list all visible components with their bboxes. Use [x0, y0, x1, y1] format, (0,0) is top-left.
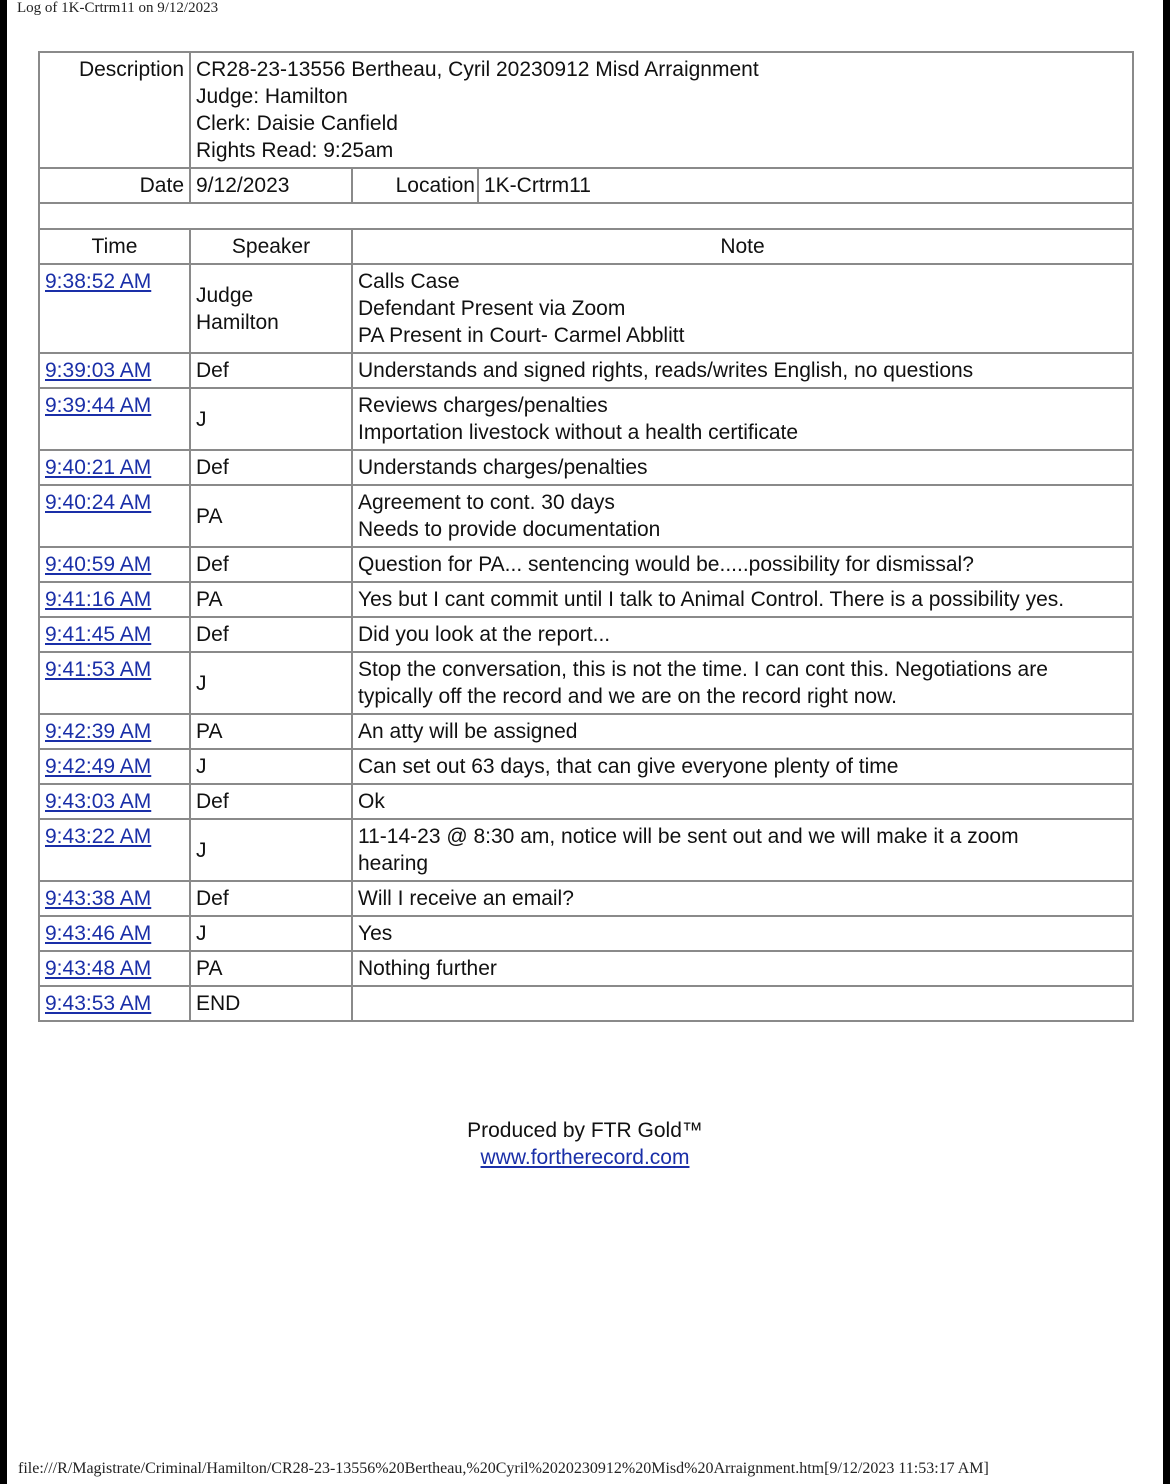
- timestamp-link[interactable]: 9:40:59 AM: [45, 553, 152, 576]
- note-column-header: Note: [352, 229, 1133, 264]
- column-header-row: [39, 229, 1133, 264]
- timestamp-link[interactable]: 9:42:39 AM: [45, 720, 152, 743]
- left-border: [0, 0, 7, 1484]
- note-line: Understands and signed rights, reads/writes English, no questions: [358, 359, 974, 382]
- note-line: Did you look at the report...: [358, 623, 611, 646]
- log-speaker-cell: [190, 485, 352, 547]
- timestamp-link[interactable]: 9:40:21 AM: [45, 456, 152, 479]
- speaker-line: Def: [196, 790, 229, 813]
- description-row: [39, 52, 1133, 168]
- log-entry-row: [39, 264, 1133, 353]
- log-note-cell: [352, 881, 1133, 916]
- note-line: Agreement to cont. 30 days: [358, 491, 615, 514]
- log-speaker-cell: [190, 353, 352, 388]
- log-speaker-cell: [190, 951, 352, 986]
- log-entry-row: [39, 749, 1133, 784]
- speaker-line: Def: [196, 887, 229, 910]
- log-entry-row: [39, 353, 1133, 388]
- log-speaker-cell: [190, 819, 352, 881]
- log-note-cell: [352, 582, 1133, 617]
- produced-by-text: Produced by FTR Gold™: [467, 1119, 703, 1142]
- timestamp-link[interactable]: 9:41:53 AM: [45, 658, 152, 681]
- log-entry-row: [39, 819, 1133, 881]
- log-speaker-cell: [190, 264, 352, 353]
- log-entry-row: [39, 388, 1133, 450]
- log-time-cell: [39, 951, 190, 986]
- timestamp-link[interactable]: 9:43:22 AM: [45, 825, 152, 848]
- description-line: Rights Read: 9:25am: [196, 139, 394, 162]
- log-time-cell: [39, 749, 190, 784]
- note-line: 11-14-23 @ 8:30 am, notice will be sent out and we will make it a zoom: [358, 825, 1019, 848]
- log-note-cell: [352, 264, 1133, 353]
- fortherecord-link[interactable]: www.fortherecord.com: [480, 1146, 690, 1169]
- log-time-cell: [39, 784, 190, 819]
- speaker-line: J: [196, 922, 207, 945]
- spacer-row: [39, 203, 1133, 229]
- speaker-line: Def: [196, 553, 229, 576]
- timestamp-link[interactable]: 9:43:03 AM: [45, 790, 152, 813]
- note-line: An atty will be assigned: [358, 720, 578, 743]
- log-entry-row: [39, 547, 1133, 582]
- location-label: Location: [352, 168, 478, 203]
- speaker-line: Def: [196, 359, 229, 382]
- speaker-line: PA: [196, 957, 223, 980]
- note-line: hearing: [358, 852, 429, 875]
- log-note-cell: [352, 986, 1133, 1021]
- speaker-line: PA: [196, 588, 223, 611]
- note-line: Stop the conversation, this is not the time. I can cont this. Negotiations are: [358, 658, 1048, 681]
- note-line: Can set out 63 days, that can give everyone plenty of time: [358, 755, 899, 778]
- speaker-line: PA: [196, 720, 223, 743]
- note-line: Will I receive an email?: [358, 887, 574, 910]
- log-speaker-cell: [190, 652, 352, 714]
- description-line: Judge: Hamilton: [196, 85, 348, 108]
- speaker-line: Def: [196, 623, 229, 646]
- timestamp-link[interactable]: 9:43:38 AM: [45, 887, 152, 910]
- note-line: Reviews charges/penalties: [358, 394, 608, 417]
- log-entry-row: [39, 450, 1133, 485]
- log-time-cell: [39, 547, 190, 582]
- speaker-line: PA: [196, 504, 223, 528]
- log-speaker-cell: [190, 388, 352, 450]
- description-label: Description: [39, 52, 190, 168]
- log-note-cell: [352, 951, 1133, 986]
- footer: [0, 1117, 1170, 1171]
- speaker-line: J: [196, 838, 207, 862]
- log-note-cell: [352, 652, 1133, 714]
- speaker-line: J: [196, 407, 207, 431]
- note-line: Yes: [358, 922, 393, 945]
- timestamp-link[interactable]: 9:40:24 AM: [45, 491, 152, 514]
- log-time-cell: [39, 388, 190, 450]
- date-value: 9/12/2023: [190, 168, 352, 203]
- log-time-cell: [39, 450, 190, 485]
- timestamp-link[interactable]: 9:38:52 AM: [45, 270, 152, 293]
- log-time-cell: [39, 353, 190, 388]
- timestamp-link[interactable]: 9:42:49 AM: [45, 755, 152, 778]
- log-entry-row: [39, 652, 1133, 714]
- log-note-cell: [352, 784, 1133, 819]
- log-time-cell: [39, 986, 190, 1021]
- timestamp-link[interactable]: 9:43:48 AM: [45, 957, 152, 980]
- log-time-cell: [39, 819, 190, 881]
- timestamp-link[interactable]: 9:43:53 AM: [45, 992, 152, 1015]
- log-speaker-cell: [190, 617, 352, 652]
- speaker-line: END: [196, 992, 241, 1015]
- time-column-header: Time: [39, 229, 190, 264]
- note-line: Defendant Present via Zoom: [358, 297, 626, 320]
- note-line: PA Present in Court- Carmel Abblitt: [358, 324, 685, 347]
- page-header: Log of 1K-Crtrm11 on 9/12/2023: [17, 0, 219, 16]
- log-entry-row: [39, 951, 1133, 986]
- speaker-column-header: Speaker: [190, 229, 352, 264]
- log-speaker-cell: [190, 450, 352, 485]
- log-speaker-cell: [190, 784, 352, 819]
- timestamp-link[interactable]: 9:39:44 AM: [45, 394, 152, 417]
- note-line: typically off the record and we are on the record right now.: [358, 685, 897, 708]
- log-time-cell: [39, 582, 190, 617]
- speaker-line: Hamilton: [196, 310, 279, 334]
- log-note-cell: [352, 749, 1133, 784]
- file-path: file:///R/Magistrate/Criminal/Hamilton/CR28-23-13556%20Bertheau,%20Cyril%2020230912%20Misd%20Arraignment.htm[9/12/2023 11:53:17 AM]: [18, 1460, 989, 1477]
- timestamp-link[interactable]: 9:41:16 AM: [45, 588, 152, 611]
- log-time-cell: [39, 264, 190, 353]
- log-note-cell: [352, 388, 1133, 450]
- log-note-cell: [352, 714, 1133, 749]
- note-line: Understands charges/penalties: [358, 456, 648, 479]
- note-line: Yes but I cant commit until I talk to Animal Control. There is a possibility yes.: [358, 588, 1065, 611]
- log-entry-row: [39, 881, 1133, 916]
- log-time-cell: [39, 881, 190, 916]
- log-speaker-cell: [190, 881, 352, 916]
- log-entry-row: [39, 485, 1133, 547]
- log-time-cell: [39, 714, 190, 749]
- speaker-line: J: [196, 671, 207, 695]
- log-entry-row: [39, 784, 1133, 819]
- timestamp-link[interactable]: 9:43:46 AM: [45, 922, 152, 945]
- log-entry-row: [39, 617, 1133, 652]
- log-note-cell: [352, 916, 1133, 951]
- log-entry-row: [39, 582, 1133, 617]
- date-location-row: [39, 168, 1133, 203]
- description-line: CR28-23-13556 Bertheau, Cyril 20230912 Misd Arraignment: [196, 58, 759, 81]
- log-time-cell: [39, 485, 190, 547]
- log-note-cell: [352, 353, 1133, 388]
- timestamp-link[interactable]: 9:39:03 AM: [45, 359, 152, 382]
- log-note-cell: [352, 547, 1133, 582]
- note-line: Nothing further: [358, 957, 497, 980]
- court-log-table: [38, 51, 1134, 1022]
- speaker-line: Def: [196, 456, 229, 479]
- log-speaker-cell: [190, 986, 352, 1021]
- log-speaker-cell: [190, 547, 352, 582]
- note-line: Needs to provide documentation: [358, 518, 661, 541]
- speaker-line: J: [196, 755, 207, 778]
- date-label: Date: [39, 168, 190, 203]
- speaker-line: Judge: [196, 283, 254, 307]
- note-line: Question for PA... sentencing would be.....possibility for dismissal?: [358, 553, 974, 576]
- timestamp-link[interactable]: 9:41:45 AM: [45, 623, 152, 646]
- log-time-cell: [39, 652, 190, 714]
- right-border: [1163, 0, 1170, 1484]
- log-note-cell: [352, 617, 1133, 652]
- note-line: Importation livestock without a health certificate: [358, 421, 799, 444]
- log-entry-row: [39, 986, 1133, 1021]
- log-note-cell: [352, 450, 1133, 485]
- log-time-cell: [39, 617, 190, 652]
- log-entry-row: [39, 916, 1133, 951]
- log-time-cell: [39, 916, 190, 951]
- log-note-cell: [352, 485, 1133, 547]
- location-value: 1K-Crtrm11: [478, 168, 1133, 203]
- log-speaker-cell: [190, 582, 352, 617]
- log-speaker-cell: [190, 714, 352, 749]
- note-line: Calls Case: [358, 270, 460, 293]
- log-speaker-cell: [190, 749, 352, 784]
- description-value: [190, 52, 1133, 168]
- note-line: Ok: [358, 790, 385, 813]
- log-speaker-cell: [190, 916, 352, 951]
- log-entry-row: [39, 714, 1133, 749]
- log-note-cell: [352, 819, 1133, 881]
- description-line: Clerk: Daisie Canfield: [196, 112, 398, 135]
